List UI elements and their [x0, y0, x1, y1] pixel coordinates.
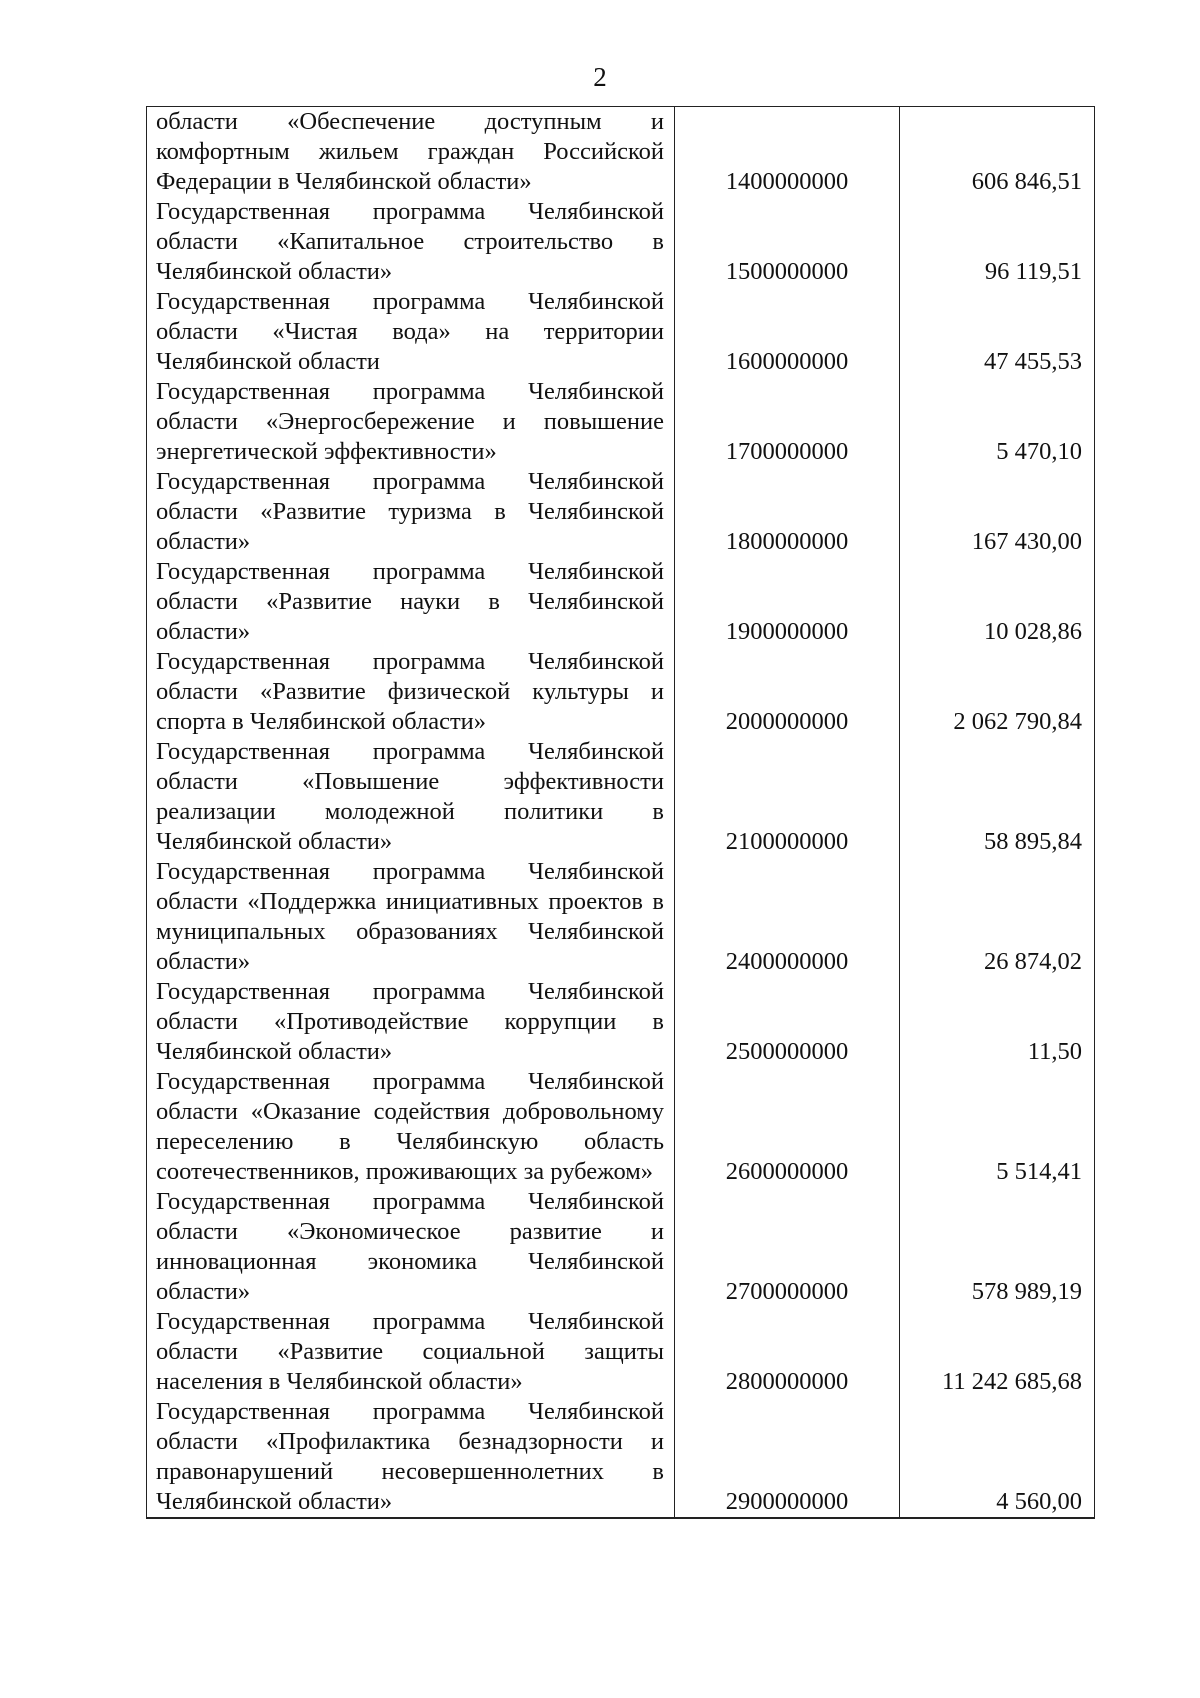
- program-name: Государственная программа Челябинской области «Развитие науки в Челябинской области»: [147, 557, 675, 647]
- target-code: 1400000000: [675, 107, 900, 198]
- table-row: [147, 647, 1095, 737]
- program-name: Государственная программа Челябинской области «Поддержка инициативных проектов в муниципальных образованиях Челябинской области»: [147, 857, 675, 977]
- target-code: 2700000000: [675, 1187, 900, 1307]
- target-code: 1900000000: [675, 557, 900, 647]
- target-code: 2800000000: [675, 1307, 900, 1397]
- amount: 167 430,00: [900, 467, 1095, 557]
- target-code: 1800000000: [675, 467, 900, 557]
- target-code: 1600000000: [675, 287, 900, 377]
- program-name: области «Обеспечение доступным и комфортным жильем граждан Российской Федерации в Челябинской области»: [147, 107, 675, 198]
- program-name: Государственная программа Челябинской области «Чистая вода» на территории Челябинской области: [147, 287, 675, 377]
- program-name: Государственная программа Челябинской области «Развитие социальной защиты населения в Челябинской области»: [147, 1307, 675, 1397]
- target-code: 2400000000: [675, 857, 900, 977]
- amount: 4 560,00: [900, 1397, 1095, 1518]
- table-row: [147, 1187, 1095, 1307]
- amount: 26 874,02: [900, 857, 1095, 977]
- target-code: 2000000000: [675, 647, 900, 737]
- program-name: Государственная программа Челябинской области «Капитальное строительство в Челябинской области»: [147, 197, 675, 287]
- program-name: Государственная программа Челябинской области «Оказание содействия добровольному переселению в Челябинскую область соотечественников, проживающих за рубежом»: [147, 1067, 675, 1187]
- budget-table: [146, 106, 1095, 1519]
- amount: 47 455,53: [900, 287, 1095, 377]
- program-name: Государственная программа Челябинской области «Развитие туризма в Челябинской области»: [147, 467, 675, 557]
- table-row: [147, 1397, 1095, 1518]
- table-row: [147, 467, 1095, 557]
- program-name: Государственная программа Челябинской области «Энергосбережение и повышение энергетической эффективности»: [147, 377, 675, 467]
- amount: 578 989,19: [900, 1187, 1095, 1307]
- target-code: 2500000000: [675, 977, 900, 1067]
- program-name: Государственная программа Челябинской области «Экономическое развитие и инновационная экономика Челябинской области»: [147, 1187, 675, 1307]
- table-row: [147, 857, 1095, 977]
- amount: 11 242 685,68: [900, 1307, 1095, 1397]
- program-name: Государственная программа Челябинской области «Повышение эффективности реализации молодежной политики в Челябинской области»: [147, 737, 675, 857]
- program-name: Государственная программа Челябинской области «Развитие физической культуры и спорта в Челябинской области»: [147, 647, 675, 737]
- table-row: [147, 737, 1095, 857]
- amount: 5 514,41: [900, 1067, 1095, 1187]
- table-row: [147, 197, 1095, 287]
- amount: 11,50: [900, 977, 1095, 1067]
- table-row: [147, 377, 1095, 467]
- target-code: 2600000000: [675, 1067, 900, 1187]
- amount: 96 119,51: [900, 197, 1095, 287]
- program-name: Государственная программа Челябинской области «Профилактика безнадзорности и правонарушений несовершеннолетних в Челябинской области»: [147, 1397, 675, 1518]
- amount: 5 470,10: [900, 377, 1095, 467]
- target-code: 2100000000: [675, 737, 900, 857]
- target-code: 1500000000: [675, 197, 900, 287]
- page-number: 2: [593, 62, 607, 92]
- amount: 606 846,51: [900, 107, 1095, 198]
- amount: 10 028,86: [900, 557, 1095, 647]
- table-row: [147, 287, 1095, 377]
- table-row: [147, 1307, 1095, 1397]
- target-code: 1700000000: [675, 377, 900, 467]
- table-row: [147, 107, 1095, 198]
- table-row: [147, 1067, 1095, 1187]
- target-code: 2900000000: [675, 1397, 900, 1518]
- program-name: Государственная программа Челябинской области «Противодействие коррупции в Челябинской области»: [147, 977, 675, 1067]
- table-row: [147, 557, 1095, 647]
- amount: 2 062 790,84: [900, 647, 1095, 737]
- amount: 58 895,84: [900, 737, 1095, 857]
- table-row: [147, 977, 1095, 1067]
